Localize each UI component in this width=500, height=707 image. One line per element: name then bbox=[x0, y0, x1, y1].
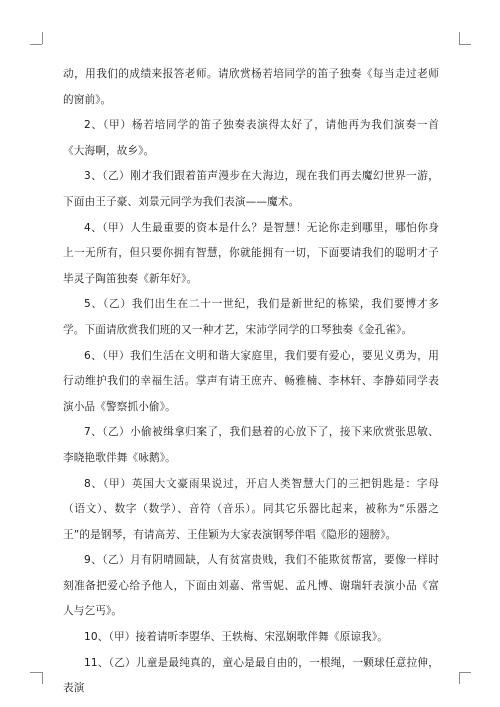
paragraph: 11、（乙）儿童是最纯真的，童心是最自由的，一根绳，一颗球任意拉伸，表演 bbox=[63, 656, 439, 695]
crop-mark-bottom-right-h bbox=[459, 672, 471, 673]
document-body bbox=[63, 62, 439, 702]
paragraph: 5、（乙）我们出生在二十一世纪，我们是新世纪的栋梁，我们要博才多学。下面请欣赏我们班的又一种才艺，宋沛学同学的口琴独奏《金孔雀》。 bbox=[63, 298, 439, 336]
paragraph: 9、（乙）月有阴晴圆缺，人有贫富贵贱，我们不能欺贫帮富，要像一样时刻准备把爱心给予他人，下面由刘嘉、常雪妮、孟凡博、谢瑞轩表演小品《富人与乞丐》。 bbox=[63, 554, 439, 618]
paragraph: 2、（甲）杨若培同学的笛子独奏表演得太好了，请他再为我们演奏一首《大海啊，故乡》。 bbox=[63, 119, 439, 157]
crop-mark-bottom-left-h bbox=[30, 672, 42, 673]
crop-mark-top-right-v bbox=[459, 32, 460, 44]
paragraph: 8、（甲）英国大文豪雨果说过，开启人类智慧大门的三把钥匙是：字母（语文）、数字（数学）、音符（音乐）。同其它乐器比起来，被称为“乐器之王”的是钢琴，有请高芳、王佳颖为大家表演钢琴伴唱《隐形的翅膀》。 bbox=[63, 477, 439, 541]
crop-mark-top-right-h bbox=[459, 44, 471, 45]
crop-mark-bottom-left-v bbox=[42, 672, 43, 684]
crop-mark-bottom-right-v bbox=[459, 672, 460, 684]
paragraph: 动，用我们的成绩来报答老师。请欣赏杨若培同学的笛子独奏《每当走过老师的窗前》。 bbox=[63, 68, 439, 106]
paragraph: 4、（甲）人生最重要的资本是什么？是智慧！无论你走到哪里，哪怕你身上一无所有，但只要你拥有智慧，你就能拥有一切，下面要请我们的聪明才子毕灵子陶笛独奏《新年好》。 bbox=[63, 221, 439, 285]
paragraph: 10、（甲）接着请听李曌华、王轶梅、宋泓娴歌伴舞《原谅我》。 bbox=[84, 631, 389, 644]
crop-mark-top-left-v bbox=[42, 32, 43, 44]
crop-mark-top-left-h bbox=[30, 44, 42, 45]
paragraph: 3、（乙）刚才我们跟着笛声漫步在大海边，现在我们再去魔幻世界一游，下面由王子豪、刘景元同学为我们表演——魔术。 bbox=[63, 170, 439, 208]
paragraph: 6、（甲）我们生活在文明和谐大家庭里，我们要有爱心，要见义勇为，用行动维护我们的幸福生活。掌声有请王庶卉、畅雅楠、李林轩、李静茹同学表演小品《警察抓小偷》。 bbox=[63, 349, 439, 413]
paragraph: 7、（乙）小偷被缉拿归案了，我们悬着的心放下了，接下来欣赏张思敏、李晓艳歌伴舞《咏鹅》。 bbox=[63, 426, 439, 464]
